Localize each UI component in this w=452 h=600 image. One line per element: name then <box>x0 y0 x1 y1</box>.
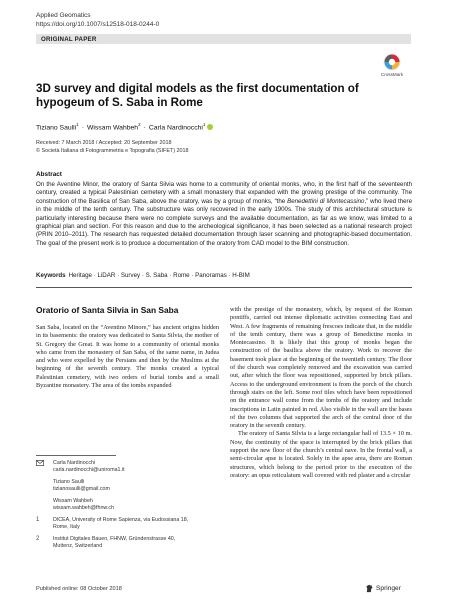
abstract-text <box>36 181 412 248</box>
crossmark-label: CrossMark <box>380 72 404 77</box>
affiliation-text <box>53 536 175 550</box>
keywords-list: Heritage · LiDAR · Survey · S. Saba · Rome · Panoramas · H-BIM <box>68 272 250 279</box>
correspondence-block <box>36 460 219 512</box>
abstract-italic-text: Benedettini di Montecassino <box>287 197 365 205</box>
correspondence-line: Carla Nardinocchi <box>53 460 96 466</box>
affiliation-mark: 1 <box>36 517 40 523</box>
author-separator: · <box>143 124 146 132</box>
envelope-icon <box>36 460 53 512</box>
journal-name: Applied Geomatics <box>36 12 91 19</box>
publisher-name: Springer <box>376 585 401 592</box>
affiliation-mark: 2 <box>36 536 40 542</box>
author-affiliation-mark: 1 <box>76 122 79 127</box>
footnote-divider <box>36 455 116 456</box>
abstract-text-part: ,” who lived there in the middle of the tenth century. The substructure was only recovered in the early 1900s. The study of this architectural structure is particularly interesting because there were no complete surveys and the available documentation, as far as we know, was limited to a graphical plan and section. For this reason and due to the archeological significance, it has been selected as a national research project (PRIN 2010–2011). The research has requested detailed documentation through laser scanning and photographic-based documentation. The goal of the present work is to produce a documentation of the oratory from CAD model to the BIM construction. <box>36 197 413 247</box>
springer-horse-icon <box>365 584 374 593</box>
header-divider <box>36 287 412 288</box>
affiliation-text <box>53 517 188 531</box>
correspondence-line[interactable]: wissam.wahbeh@fhnw.ch <box>53 505 115 511</box>
keywords <box>36 272 412 279</box>
section-heading: Oratorio of Santa Silvia in San Saba <box>36 305 179 315</box>
author-affiliation-mark: 2 <box>138 122 141 127</box>
abstract-text-part: On the Aventine Minor, the oratory of Santa Silvia was home to a community of oriental monks, who, in the first half of the seventeenth century, created a typical Palestinian cemetery with a small monastery that expanded with the growing prestige of the community. The construction of the Basilica of San Saba, above the oratory, was by a group of monks, “the <box>36 181 412 205</box>
copyright-notice: © Società Italiana di Fotogrammetria e Topografia (SIFET) 2018 <box>36 147 189 154</box>
affiliation-line: Rome, Italy <box>53 524 80 530</box>
body-paragraph: San Saba, located on the “Aventino Minore,” has ancient origins hidden in its basements: the oratory was dedicated to Santa Silvia, the mother of St. Gregory the Great. It was home to a community of oriental monks who came from the monastery of San Saba, of the same name, in Judea and who were expelled by the Persians and then by the Muslims at the beginning of the seventh century. The monks created a typical Palestinian cemetery, with two orders of burial tombs and a small Byzantine monastery. The area of the tombs expanded <box>36 324 219 390</box>
author-affiliation-mark: 1 <box>202 122 206 127</box>
affiliation-line: Muttenz, Switzerland <box>53 543 103 549</box>
correspondence-and-affiliations <box>36 460 219 550</box>
affiliation <box>36 536 219 550</box>
crossmark-icon <box>383 53 401 71</box>
crossmark-badge[interactable] <box>372 53 412 77</box>
article-type-label: ORIGINAL PAPER <box>41 35 97 43</box>
author-name[interactable]: Carla Nardinocchi <box>148 124 203 132</box>
journal-header <box>36 12 159 29</box>
keywords-label: Keywords <box>36 272 66 279</box>
author-list <box>36 122 213 131</box>
correspondence-line: Tiziano Saulli <box>53 479 85 485</box>
orcid-icon[interactable] <box>207 124 213 130</box>
body-column-left <box>36 324 219 390</box>
received-accepted-dates: Received: 7 March 2018 / Accepted: 20 September 2018 <box>36 140 172 146</box>
correspondence-line[interactable]: tizianosaulli@gmail.com <box>53 486 110 492</box>
body-paragraph: The oratory of Santa Silvia is a large rectangular hall of 13.5 × 10 m. Now, the continuity of the space is interrupted by the brick pillars that support the new floor of the church’s central nave. In the frontal wall, a semi-circular apse is located. Solely in the apse area, there are Roman structures, which belong to the period prior to the execution of the oratory: an opus reticulatum wall covered with red plaster and a circular <box>230 430 412 479</box>
doi-link[interactable]: https://doi.org/10.1007/s12518-018-0244-0 <box>36 20 160 28</box>
article-dates <box>36 140 189 155</box>
correspondence-line[interactable]: carla.nardinocchi@uniroma1.it <box>53 467 125 473</box>
author-name[interactable]: Tiziano Saulli <box>36 124 77 132</box>
correspondence-lines <box>53 460 125 512</box>
affiliation <box>36 517 219 531</box>
author-separator: · <box>81 124 84 132</box>
published-date: Published online: 08 October 2018 <box>36 586 122 592</box>
correspondence-line: Wissam Wahbeh <box>53 498 93 504</box>
body-column-right <box>230 306 412 480</box>
affiliation-line: Institut Digitales Bauen, FHNW, Gründenstrasse 40, <box>53 536 176 542</box>
affiliation-line: DICEA, University of Rome Sapienza, via Eudossiana 18, <box>53 517 189 523</box>
publisher-logo <box>365 584 401 593</box>
author-name[interactable]: Wissam Wahbeh <box>86 124 139 132</box>
paper-title: 3D survey and digital models as the first documentation of hypogeum of S. Saba in Rome <box>36 82 359 109</box>
abstract-heading: Abstract <box>36 171 62 178</box>
body-paragraph: with the prestige of the monastery, which, by request of the Roman pontiffs, carried out intense diplomatic activities connecting East and West. A few fragments of remaining frescoes indicate that, in the middle of the tenth century, there was a group of Benedictine monks in Montecassino. It is likely that this group of monks began the construction of the basilica above the oratory. Work to recover the basement took place at the beginning of the twentieth century. The floor of the church was completely removed and the excavation was carried out, after which the floor was repositioned, supported by brick pillars. Access to the underground environment is from the porch of the church through stairs on the left. Some roof tiles which have been repositioned on the entrance wall come from the tombs of the oratory and include inscriptions in Latin painted in red. Also visible in the wall are the bases of the two columns that supported the arch of the central door of the oratory in the seventh century. <box>230 306 412 430</box>
